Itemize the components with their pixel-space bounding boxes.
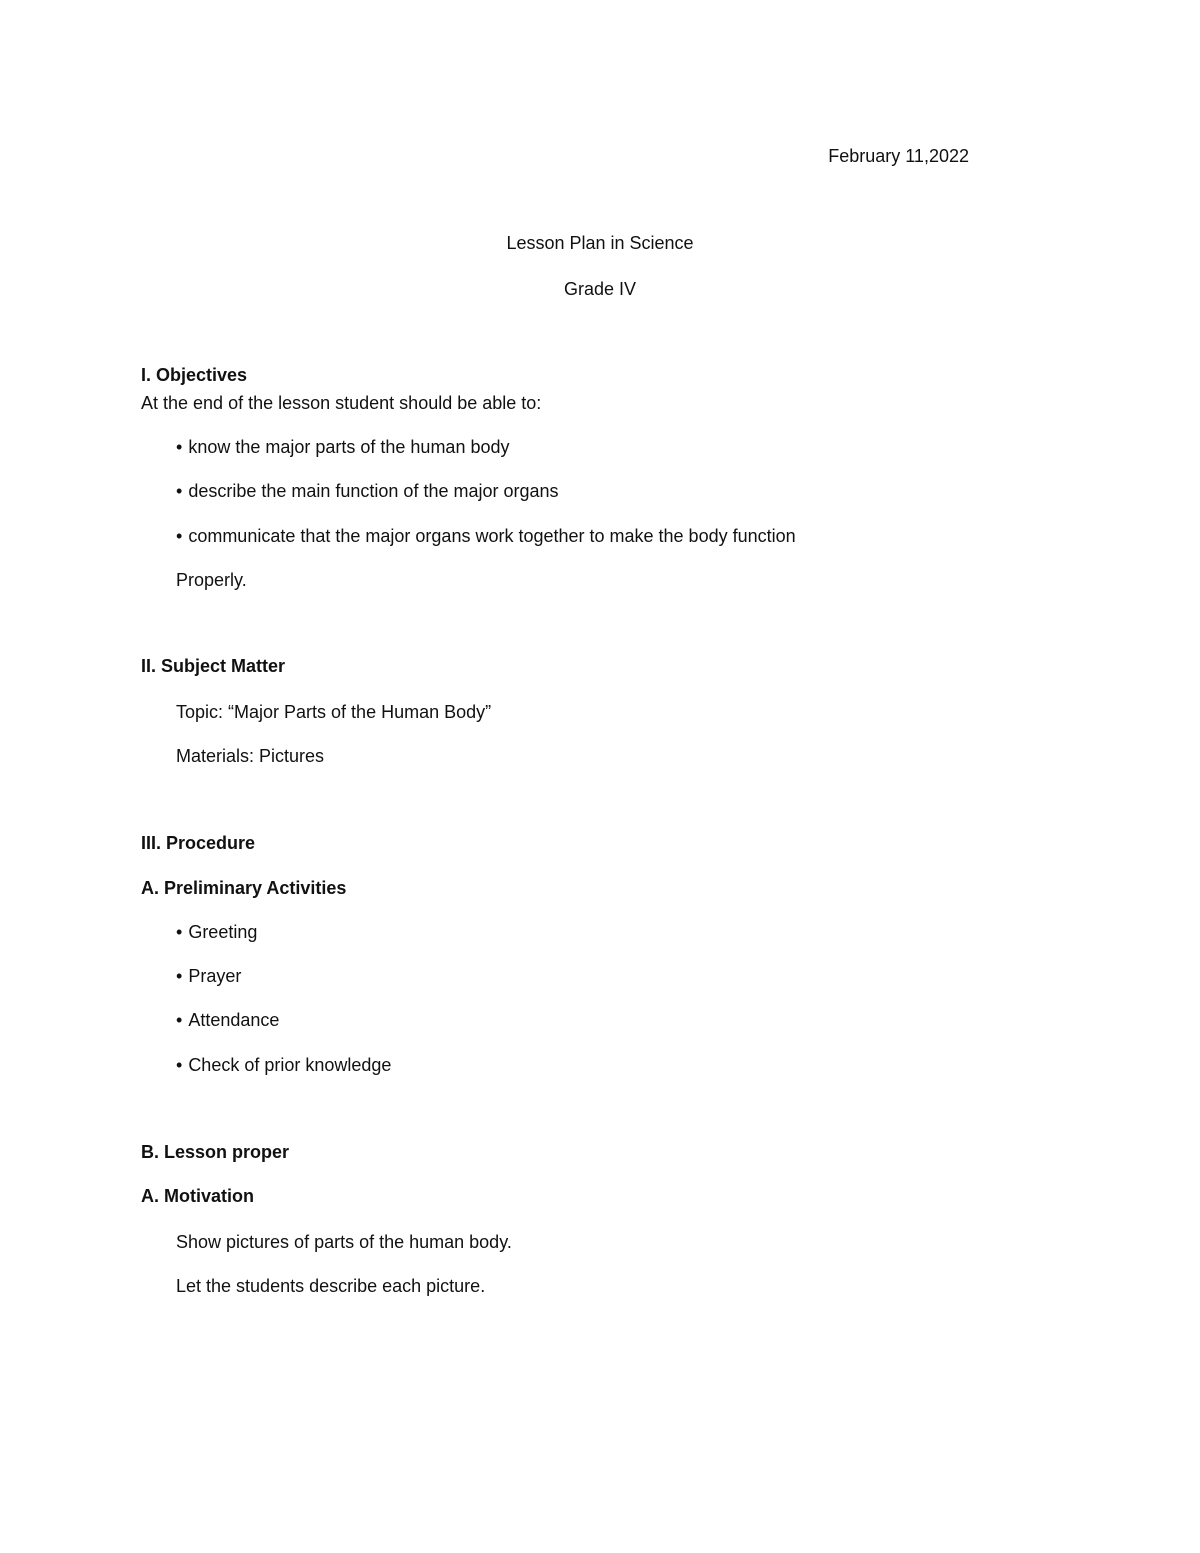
bullet-icon: • [176, 922, 183, 942]
objective-item [176, 480, 559, 502]
motivation-line: Let the students describe each picture. [176, 1276, 486, 1296]
bullet-icon: • [176, 526, 183, 546]
preliminary-heading: A. Preliminary Activities [141, 878, 347, 898]
objective-item-text: know the major parts of the human body [188, 437, 510, 457]
preliminary-item-text: Greeting [188, 922, 258, 942]
objective-item [176, 436, 510, 458]
preliminary-item-text: Attendance [188, 1010, 280, 1030]
materials-line: Materials: Pictures [176, 746, 325, 766]
objective-item [176, 525, 796, 547]
preliminary-item-text: Check of prior knowledge [188, 1055, 392, 1075]
objectives-intro: At the end of the lesson student should be able to: [141, 393, 542, 413]
bullet-icon: • [176, 1055, 183, 1075]
bullet-icon: • [176, 966, 183, 986]
document-title: Lesson Plan in Science [506, 233, 694, 253]
objective-item-text: communicate that the major organs work together to make the body function [188, 526, 796, 546]
preliminary-item [176, 1009, 279, 1031]
motivation-line: Show pictures of parts of the human body. [176, 1232, 512, 1252]
bullet-icon: • [176, 1010, 183, 1030]
bullet-icon: • [176, 481, 183, 501]
objectives-heading: I. Objectives [141, 365, 248, 385]
objective-continuation: Properly. [176, 570, 247, 590]
motivation-heading: A. Motivation [141, 1186, 254, 1206]
bullet-icon: • [176, 437, 183, 457]
objective-item-text: describe the main function of the major organs [188, 481, 559, 501]
procedure-heading: III. Procedure [141, 833, 256, 853]
preliminary-item [176, 921, 257, 943]
preliminary-item-text: Prayer [188, 966, 242, 986]
grade-level: Grade IV [563, 279, 637, 299]
document-date: February 11,2022 [828, 146, 969, 166]
preliminary-item [176, 965, 241, 987]
subject-matter-heading: II. Subject Matter [141, 656, 286, 676]
preliminary-item [176, 1054, 391, 1076]
lesson-proper-heading: B. Lesson proper [141, 1142, 290, 1162]
topic-line: Topic: “Major Parts of the Human Body” [176, 702, 492, 722]
